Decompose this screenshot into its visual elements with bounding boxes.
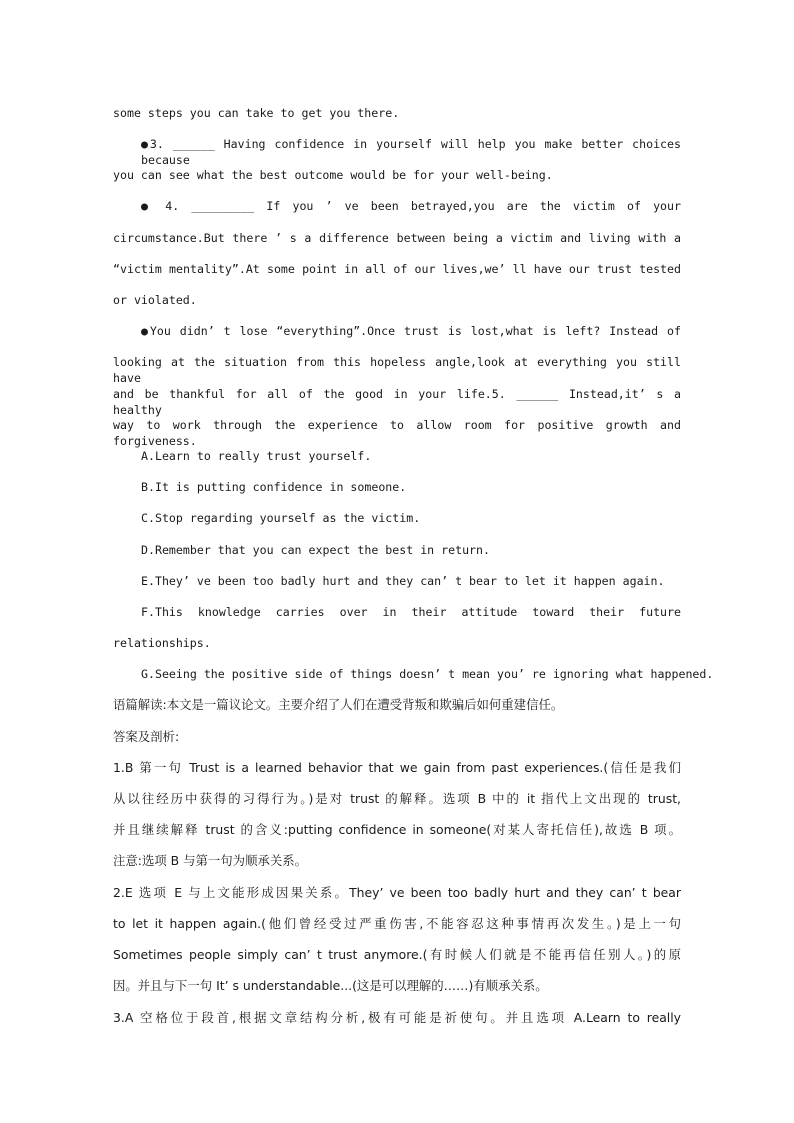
option-g: G.Seeing the positive side of things doesn’ t mean you’ re ignoring what happened. bbox=[141, 667, 714, 681]
passage-line: ● 4. _________ If you ’ ve been betrayed,you are the victim of your bbox=[141, 199, 681, 213]
option-f: F.This knowledge carries over in their attitude toward their future bbox=[141, 605, 681, 619]
passage-line: “victim mentality”.At some point in all of our lives,we’ ll have our trust tested bbox=[113, 262, 681, 276]
option-b: B.It is putting confidence in someone. bbox=[141, 480, 407, 494]
answer-2-line: to let it happen again.(他们曾经受过严重伤害,不能容忍这种事情再次发生。)是上一句 bbox=[113, 916, 681, 931]
answer-2-line: 2.E 选项 E 与上文能形成因果关系。They’ ve been too badly hurt and they can’ t bear bbox=[113, 885, 681, 900]
answer-2-line: 因。并且与下一句 It’ s understandable...(这是可以理解的……)有顺承关系。 bbox=[113, 978, 548, 993]
answer-1-line: 并且继续解释 trust 的含义:putting confidence in someone(对某人寄托信任),故选 B 项。 bbox=[113, 822, 681, 837]
passage-interpretation: 语篇解读:本文是一篇议论文。主要介绍了人们在遭受背叛和欺骗后如何重建信任。 bbox=[113, 697, 564, 712]
option-e: E.They’ ve been too badly hurt and they can’ t bear to let it happen again. bbox=[141, 574, 665, 588]
passage-line: looking at the situation from this hopeless angle,look at everything you still have bbox=[113, 355, 681, 385]
passage-line: or violated. bbox=[113, 293, 197, 307]
passage-line: ●3. ______ Having confidence in yourself will help you make better choices because bbox=[141, 137, 681, 167]
passage-line: you can see what the best outcome would be for your well-being. bbox=[113, 168, 553, 182]
answer-1-line: 1.B 第一句 Trust is a learned behavior that we gain from past experiences.(信任是我们 bbox=[113, 760, 681, 775]
answer-heading: 答案及剖析: bbox=[113, 729, 180, 744]
passage-line: way to work through the experience to allow room for positive growth and forgiveness. bbox=[113, 418, 681, 448]
answer-3-line: 3.A 空格位于段首,根据文章结构分析,极有可能是祈使句。并且选项 A.Learn to really bbox=[113, 1010, 681, 1025]
option-a: A.Learn to really trust yourself. bbox=[141, 449, 372, 463]
option-d: D.Remember that you can expect the best in return. bbox=[141, 543, 491, 557]
option-c: C.Stop regarding yourself as the victim. bbox=[141, 511, 421, 525]
passage-line: and be thankful for all of the good in your life.5. ______ Instead,it’ s a healthy bbox=[113, 387, 681, 417]
answer-1-line: 注意:选项 B 与第一句为顺承关系。 bbox=[113, 853, 308, 868]
option-f-continued: relationships. bbox=[113, 636, 211, 650]
passage-line: circumstance.But there ’ s a difference between being a victim and living with a bbox=[113, 231, 681, 245]
answer-1-line: 从以往经历中获得的习得行为。)是对 trust 的解释。选项 B 中的 it 指代上文出现的 trust, bbox=[113, 791, 681, 806]
passage-line: some steps you can take to get you there. bbox=[113, 106, 400, 120]
passage-line: ●You didn’ t lose “everything”.Once trust is lost,what is left? Instead of bbox=[141, 324, 681, 338]
answer-2-line: Sometimes people simply can’ t trust anymore.(有时候人们就是不能再信任别人。)的原 bbox=[113, 947, 681, 962]
